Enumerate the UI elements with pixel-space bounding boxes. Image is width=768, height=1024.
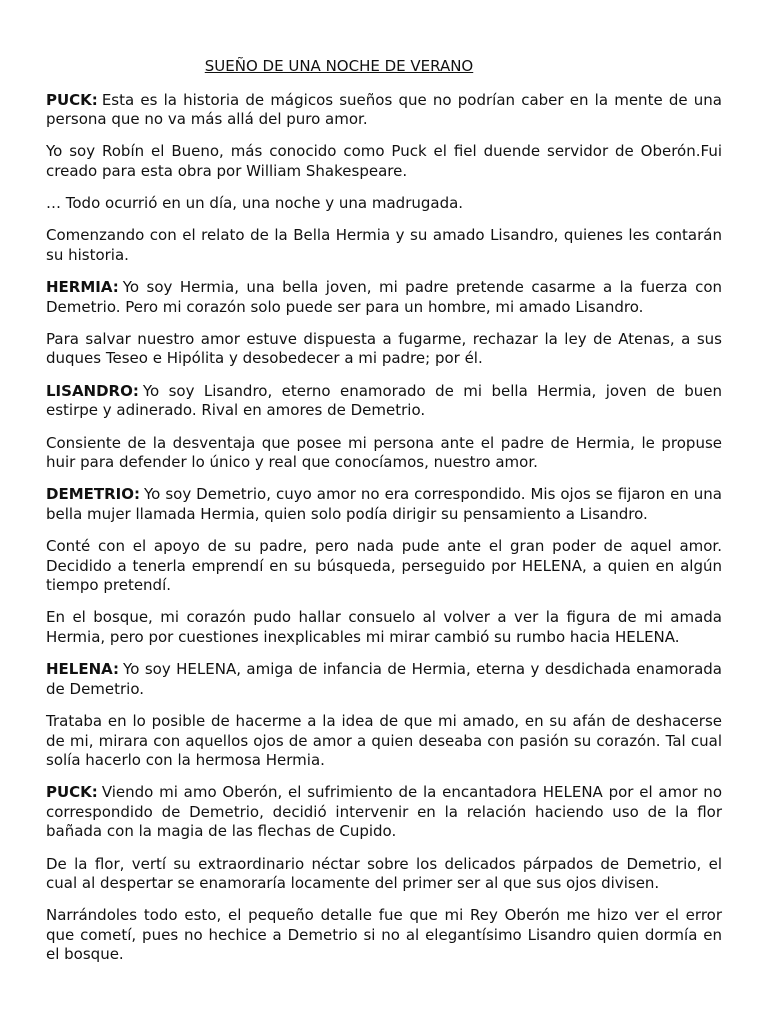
paragraph xyxy=(46,855,722,894)
paragraph xyxy=(46,330,722,369)
paragraph xyxy=(46,142,722,181)
paragraph-text: En el bosque, mi corazón pudo hallar consuelo al volver a ver la figura de mi amada Hermia, pero por cuestiones inexplicables mi mirar cambió su rumbo hacia HELENA. xyxy=(46,608,722,646)
paragraph-text: … Todo ocurrió en un día, una noche y una madrugada. xyxy=(46,194,464,213)
document-title: SUEÑO DE UNA NOCHE DE VERANO xyxy=(204,57,474,75)
speaker-label: HELENA: xyxy=(46,660,120,679)
paragraph xyxy=(46,382,722,421)
paragraph xyxy=(46,485,722,524)
paragraph xyxy=(46,91,722,130)
paragraph xyxy=(46,783,722,842)
speaker-label: LISANDRO: xyxy=(46,381,139,400)
paragraph xyxy=(46,712,722,771)
paragraph-text: Viendo mi amo Oberón, el sufrimiento de la encantadora HELENA por el amor no correspondido de Demetrio, decidió intervenir en la relación haciendo uso de la flor bañada con la magia de las flechas de Cupido. xyxy=(46,783,722,841)
document-page xyxy=(46,57,722,978)
paragraph xyxy=(46,537,722,596)
paragraph-text: Yo soy HELENA, amiga de infancia de Hermia, eterna y desdichada enamorada de Demetrio. xyxy=(46,660,722,698)
paragraph-text: Yo soy Demetrio, cuyo amor no era correspondido. Mis ojos se fijaron en una bella mujer llamada Hermia, quien solo podía dirigir su pensamiento a Lisandro. xyxy=(46,485,722,523)
paragraph-text: Conté con el apoyo de su padre, pero nada pude ante el gran poder de aquel amor. Decidido a tenerla emprendí en su búsqueda, perseguido por HELENA, a quien en algún tiempo pretendí. xyxy=(46,537,722,595)
speaker-label: HERMIA: xyxy=(46,278,119,297)
paragraph-text: Trataba en lo posible de hacerme a la idea de que mi amado, en su afán de deshacerse de mi, mirara con aquellos ojos de amor a quien deseaba con pasión su corazón. Tal cual solía hacerlo con la hermosa Hermia. xyxy=(46,712,722,770)
paragraph xyxy=(46,194,722,214)
speaker-label: DEMETRIO: xyxy=(46,485,140,504)
speaker-label: PUCK: xyxy=(46,783,98,802)
paragraph-text: Para salvar nuestro amor estuve dispuesta a fugarme, rechazar la ley de Atenas, a sus duques Teseo e Hipólita y desobedecer a mi padre; por él. xyxy=(46,329,722,368)
paragraph-text: Esta es la historia de mágicos sueños que no podrían caber en la mente de una persona que no va más allá del puro amor. xyxy=(46,90,722,128)
paragraph-text: Yo soy Robín el Bueno, más conocido como Puck el fiel duende servidor de Oberón.Fui creado para esta obra por William Shakespeare. xyxy=(46,142,722,180)
paragraph-text: De la flor, vertí su extraordinario néctar sobre los delicados párpados de Demetrio, el cual al despertar se enamoraría locamente del primer ser al que sus ojos divisen. xyxy=(46,854,722,893)
paragraph-text: Yo soy Hermia, una bella joven, mi padre pretende casarme a la fuerza con Demetrio. Pero mi corazón solo puede ser para un hombre, mi amado Lisandro. xyxy=(46,278,722,316)
paragraph-text: Yo soy Lisandro, eterno enamorado de mi bella Hermia, joven de buen estirpe y adinerado. Rival en amores de Demetrio. xyxy=(46,381,722,420)
paragraph-text: Narrándoles todo esto, el pequeño detalle fue que mi Rey Oberón me hizo ver el error que cometí, pues no hechice a Demetrio si no al elegantísimo Lisandro quien dormía en el bosque. xyxy=(46,906,722,964)
paragraph xyxy=(46,608,722,647)
paragraph xyxy=(46,660,722,699)
paragraph xyxy=(46,226,722,265)
paragraph xyxy=(46,434,722,473)
paragraph-text: Comenzando con el relato de la Bella Hermia y su amado Lisandro, quienes les contarán su historia. xyxy=(46,226,722,264)
speaker-label: PUCK: xyxy=(46,90,98,109)
paragraph-text: Consiente de la desventaja que posee mi persona ante el padre de Hermia, le propuse huir para defender lo único y real que conocíamos, nuestro amor. xyxy=(46,433,722,472)
paragraph xyxy=(46,278,722,317)
paragraph xyxy=(46,906,722,965)
